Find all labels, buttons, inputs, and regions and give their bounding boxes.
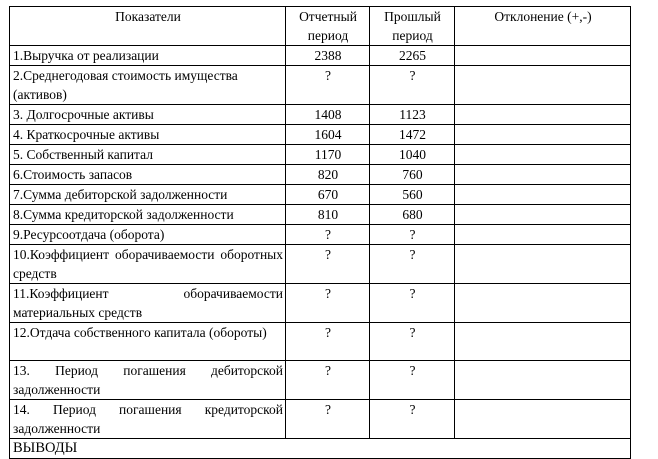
conclusions-label[interactable]: ВЫВОДЫ xyxy=(10,439,631,459)
table-row xyxy=(10,205,631,225)
previous-value: 680 xyxy=(370,205,455,225)
row-label: 8.Сумма кредиторской задолженности xyxy=(10,205,286,225)
row-label: 4. Краткосрочные активы xyxy=(10,125,286,145)
previous-value: 1472 xyxy=(370,125,455,145)
current-value: 820 xyxy=(286,165,370,185)
header-deviation: Отклонение (+,-) xyxy=(455,7,631,46)
previous-value: 1123 xyxy=(370,105,455,125)
row-label: 5. Собственный капитал xyxy=(10,145,286,165)
previous-value: 760 xyxy=(370,165,455,185)
deviation-cell[interactable] xyxy=(455,361,631,400)
deviation-cell[interactable] xyxy=(455,185,631,205)
row-label: 13. Период погашения дебиторской задолженности xyxy=(10,361,286,400)
current-value: ? xyxy=(286,225,370,245)
table-row xyxy=(10,245,631,284)
conclusions-row xyxy=(10,439,631,459)
table-row xyxy=(10,165,631,185)
deviation-cell[interactable] xyxy=(455,145,631,165)
table-row xyxy=(10,323,631,361)
row-label: 1.Выручка от реализации xyxy=(10,46,286,66)
row-label: 10.Коэффициент оборачиваемости оборотных средств xyxy=(10,245,286,284)
previous-value: ? xyxy=(370,225,455,245)
previous-value: ? xyxy=(370,66,455,105)
previous-value: 1040 xyxy=(370,145,455,165)
row-label: 9.Ресурсоотдача (оборота) xyxy=(10,225,286,245)
deviation-cell[interactable] xyxy=(455,205,631,225)
table-row xyxy=(10,361,631,400)
table-row xyxy=(10,225,631,245)
deviation-cell[interactable] xyxy=(455,284,631,323)
current-value: 1170 xyxy=(286,145,370,165)
deviation-cell[interactable] xyxy=(455,46,631,66)
table-row xyxy=(10,284,631,323)
previous-value: 560 xyxy=(370,185,455,205)
table-row xyxy=(10,105,631,125)
current-value: ? xyxy=(286,323,370,361)
deviation-cell[interactable] xyxy=(455,323,631,361)
current-value: ? xyxy=(286,245,370,284)
deviation-cell[interactable] xyxy=(455,66,631,105)
row-label: 6.Стоимость запасов xyxy=(10,165,286,185)
header-indicators: Показатели xyxy=(10,7,286,46)
previous-value: ? xyxy=(370,400,455,439)
header-current-period: Отчетный период xyxy=(286,7,370,46)
previous-value: ? xyxy=(370,361,455,400)
deviation-cell[interactable] xyxy=(455,165,631,185)
previous-value: ? xyxy=(370,245,455,284)
deviation-cell[interactable] xyxy=(455,400,631,439)
current-value: ? xyxy=(286,361,370,400)
previous-value: ? xyxy=(370,323,455,361)
table-row xyxy=(10,145,631,165)
table-row xyxy=(10,125,631,145)
deviation-cell[interactable] xyxy=(455,125,631,145)
deviation-cell[interactable] xyxy=(455,105,631,125)
current-value: ? xyxy=(286,66,370,105)
deviation-cell[interactable] xyxy=(455,225,631,245)
current-value: 1604 xyxy=(286,125,370,145)
table-row xyxy=(10,66,631,105)
row-label: 11.Коэффициент оборачиваемости материальных средств xyxy=(10,284,286,323)
table-header-row xyxy=(10,7,631,46)
current-value: 2388 xyxy=(286,46,370,66)
row-label: 7.Сумма дебиторской задолженности xyxy=(10,185,286,205)
deviation-cell[interactable] xyxy=(455,245,631,284)
row-label: 14. Период погашения кредиторской задолженности xyxy=(10,400,286,439)
row-label: 2.Среднегодовая стоимость имущества (активов) xyxy=(10,66,286,105)
previous-value: ? xyxy=(370,284,455,323)
row-label: 3. Долгосрочные активы xyxy=(10,105,286,125)
table-row xyxy=(10,400,631,439)
previous-value: 2265 xyxy=(370,46,455,66)
current-value: 810 xyxy=(286,205,370,225)
table-row xyxy=(10,185,631,205)
current-value: 670 xyxy=(286,185,370,205)
current-value: ? xyxy=(286,284,370,323)
indicators-table xyxy=(9,6,631,459)
current-value: 1408 xyxy=(286,105,370,125)
current-value: ? xyxy=(286,400,370,439)
row-label: 12.Отдача собственного капитала (обороты) xyxy=(10,323,286,361)
table-row xyxy=(10,46,631,66)
header-previous-period: Прошлый период xyxy=(370,7,455,46)
